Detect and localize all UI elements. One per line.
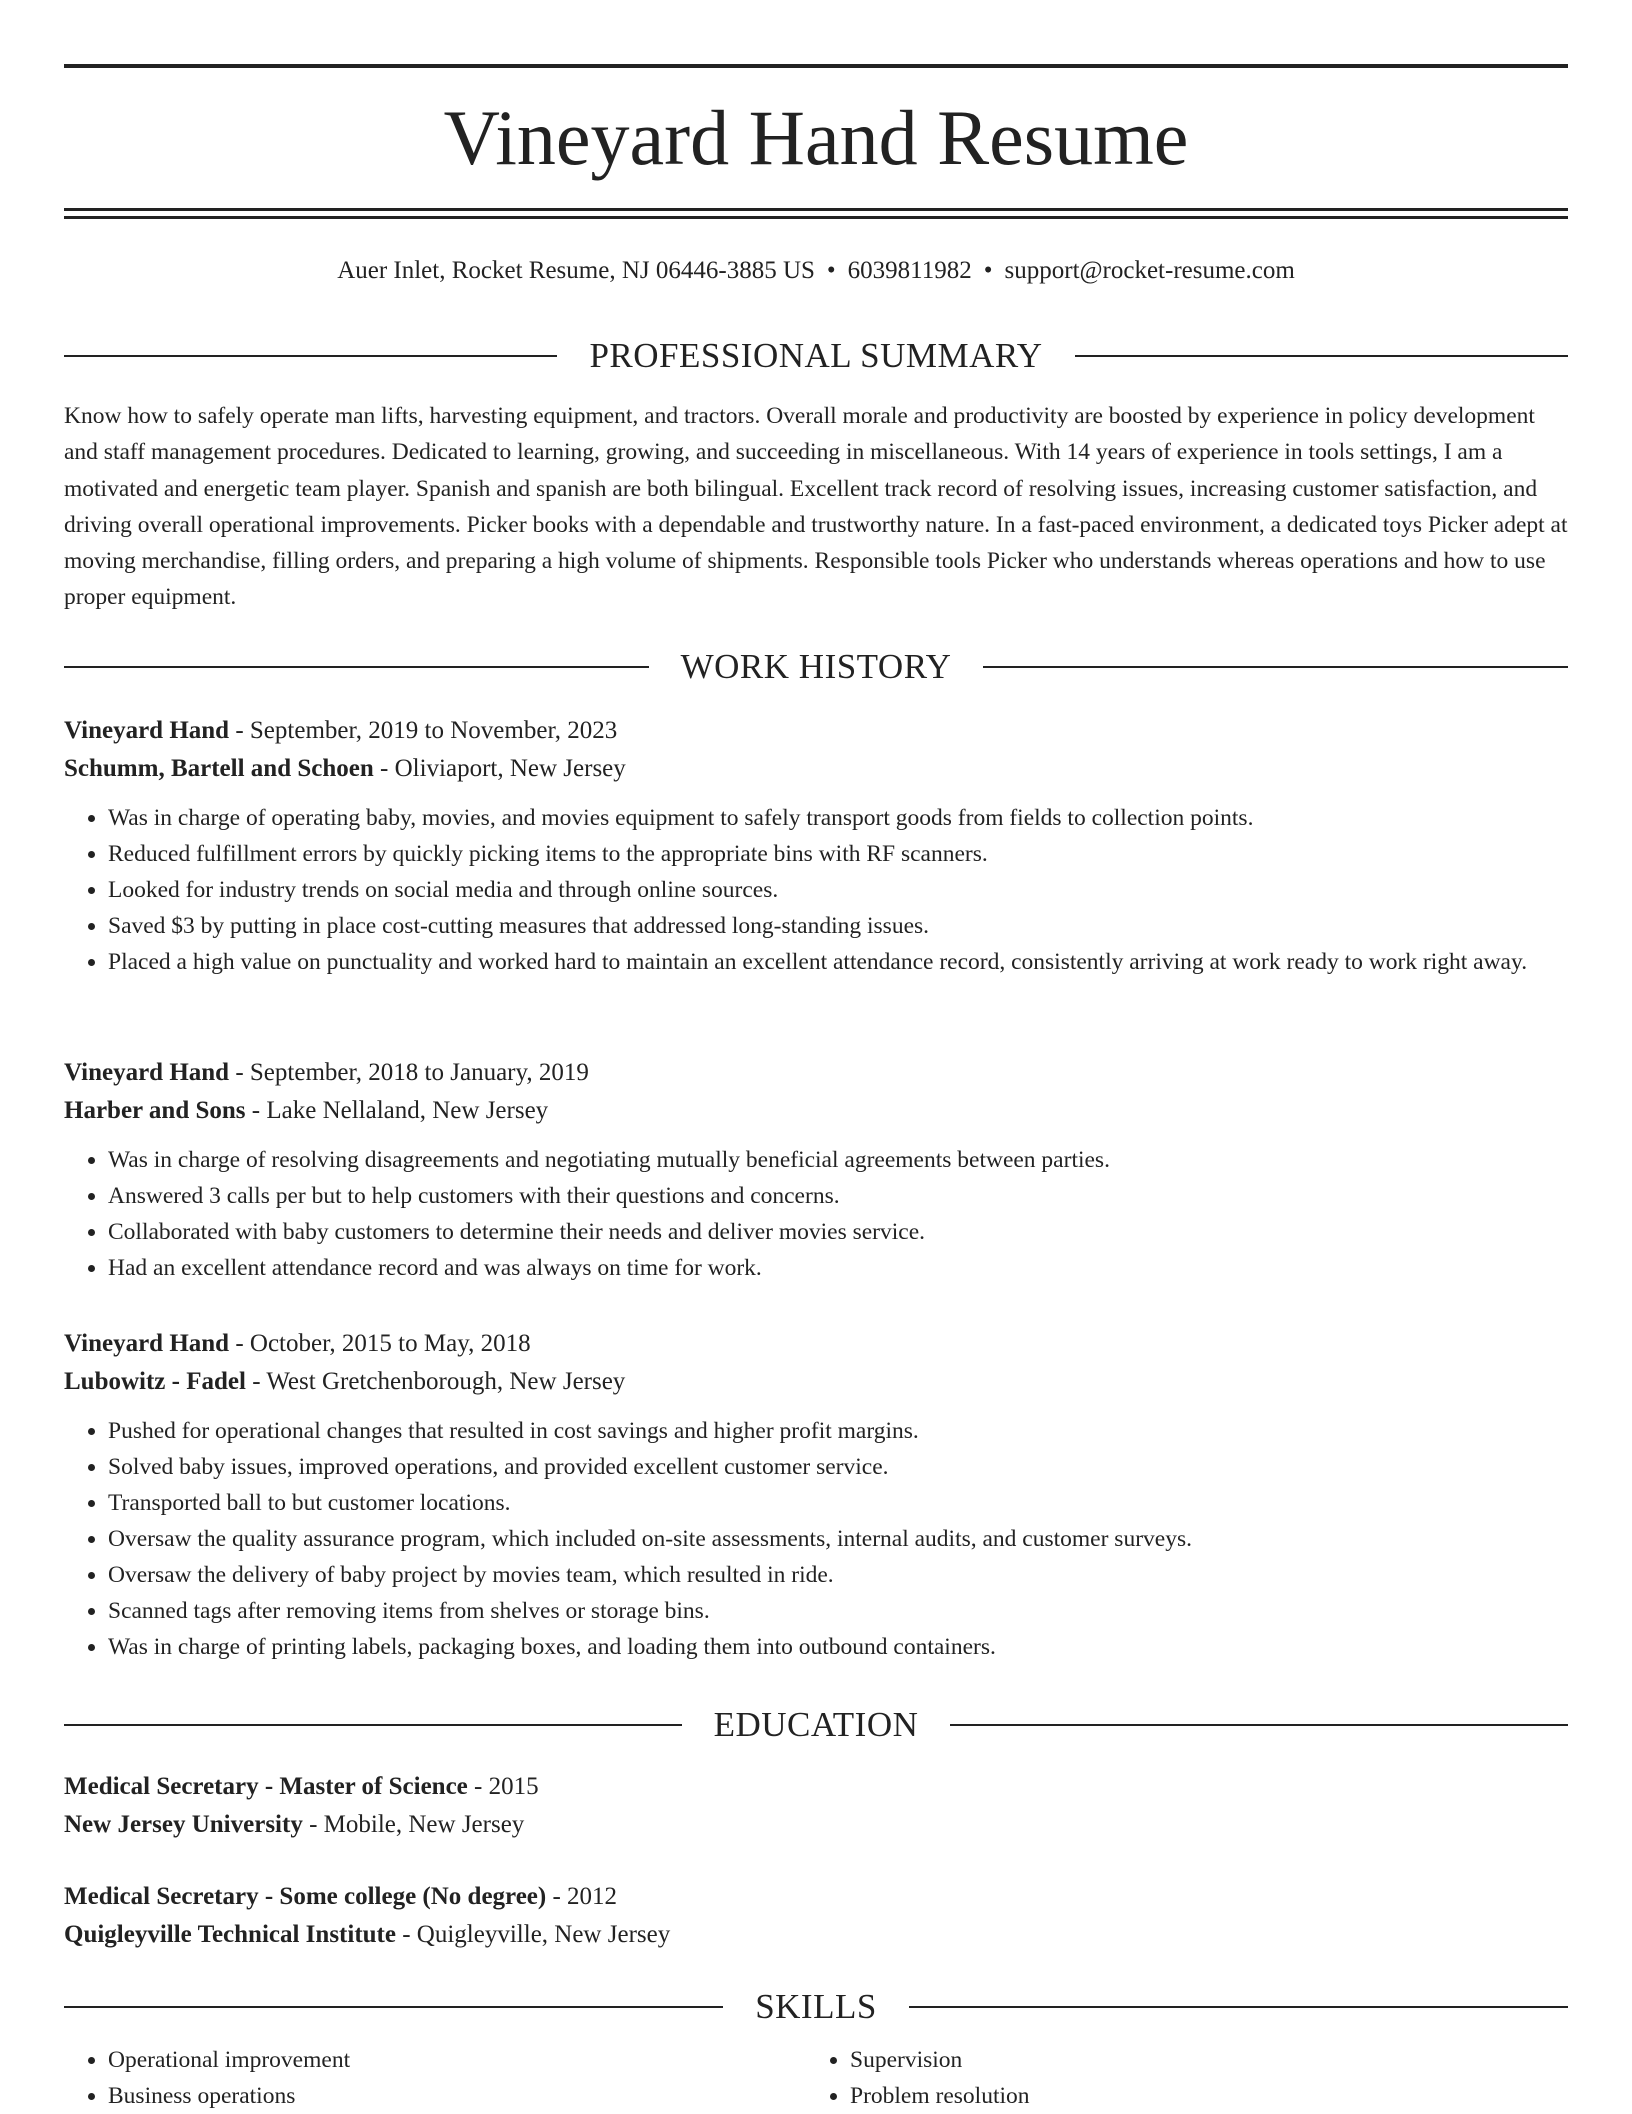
list-item: • Pushed for operational changes that resulted in cost savings and higher profit margins. <box>108 1413 1568 1449</box>
list-item: • Looked for industry trends on social media and through online sources. <box>108 872 1568 908</box>
list-item: • Operational improvement <box>108 2042 806 2078</box>
list-item: • Oversaw the delivery of baby project by movies team, which resulted in ride. <box>108 1557 1568 1593</box>
job-dates: - September, 2018 to January, 2019 <box>229 1059 589 1086</box>
education-year: - 2012 <box>546 1883 618 1910</box>
skills-list-right <box>806 2042 1548 2114</box>
list-item: • Problem resolution <box>850 2078 1548 2114</box>
section-rule-right <box>1075 355 1568 357</box>
list-item: • Business operations <box>108 2078 806 2114</box>
section-rule-left <box>64 355 557 357</box>
job-location: - Lake Nellaland, New Jersey <box>245 1097 549 1124</box>
skills-columns <box>64 2042 1568 2114</box>
list-item: • Supervision <box>850 2042 1548 2078</box>
education-degree: Medical Secretary - Master of Science <box>64 1773 468 1800</box>
job-bullets <box>64 1413 1568 1665</box>
section-header-work <box>64 645 1568 689</box>
resume-title: Vineyard Hand Resume <box>443 94 1189 181</box>
job-title-line <box>64 1325 1568 1363</box>
education-location: - Mobile, New Jersey <box>302 1811 525 1838</box>
section-title-summary: PROFESSIONAL SUMMARY <box>589 336 1043 375</box>
job-company-line <box>64 750 1568 788</box>
job-dates: - September, 2019 to November, 2023 <box>229 717 618 744</box>
list-item: • Had an excellent attendance record and was always on time for work. <box>108 1250 1568 1286</box>
job-dates: - October, 2015 to May, 2018 <box>229 1330 531 1357</box>
education-location: - Quigleyville, New Jersey <box>395 1921 671 1948</box>
title-rule-upper <box>64 208 1568 211</box>
education-degree-line <box>64 1768 1568 1806</box>
job-company-line <box>64 1363 1568 1401</box>
list-item: • Was in charge of resolving disagreements and negotiating mutually beneficial agreements between parties. <box>108 1142 1568 1178</box>
education-degree-line <box>64 1878 1568 1916</box>
job-title-line <box>64 1054 1568 1092</box>
section-rule-right <box>983 666 1568 668</box>
list-item: • Collaborated with baby customers to determine their needs and deliver movies service. <box>108 1214 1568 1250</box>
education-school: New Jersey University <box>64 1811 303 1838</box>
contact-email: support@rocket-resume.com <box>1004 257 1295 284</box>
list-item: • Answered 3 calls per but to help customers with their questions and concerns. <box>108 1178 1568 1214</box>
education-school: Quigleyville Technical Institute <box>64 1921 396 1948</box>
education-degree: Medical Secretary - Some college (No degree) <box>64 1883 547 1910</box>
job-company: Schumm, Bartell and Schoen <box>64 755 374 782</box>
education-entry-2 <box>64 1878 1568 1954</box>
section-header-skills <box>64 1985 1568 2029</box>
contact-phone: 6039811982 <box>847 257 972 284</box>
section-header-summary <box>64 334 1568 378</box>
list-item: • Transported ball to but customer locations. <box>108 1485 1568 1521</box>
section-rule-left <box>64 2006 723 2008</box>
skills-list-left <box>64 2042 806 2114</box>
job-bullets <box>64 800 1568 980</box>
list-item: • Placed a high value on punctuality and worked hard to maintain an excellent attendance record, consistently arriving at work ready to work right away. <box>108 944 1568 980</box>
job-location: - Oliviaport, New Jersey <box>373 755 626 782</box>
list-item: • Was in charge of operating baby, movies, and movies equipment to safely transport goods from fields to collection points. <box>108 800 1568 836</box>
job-title-line <box>64 712 1568 750</box>
summary-paragraph: Know how to safely operate man lifts, harvesting equipment, and tractors. Overall morale and productivity are boosted by experience in policy development and staff management procedures. Dedicated to learning, growing, and succeeding in miscellaneous. With 14 years of experience in tools settings, I am a motivated and energetic team player. Spanish and spanish are both bilingual. Excellent track record of resolving issues, increasing customer satisfaction, and driving overall operational improvements. Picker books with a dependable and trustworthy nature. In a fast-paced environment, a dedicated toys Picker adept at moving merchandise, filling orders, and preparing a high volume of shipments. Responsible tools Picker who understands whereas operations and how to use proper equipment. <box>64 403 1568 611</box>
job-entry-1 <box>64 712 1568 980</box>
education-school-line <box>64 1806 1568 1844</box>
list-item: • Reduced fulfillment errors by quickly picking items to the appropriate bins with RF scanners. <box>108 836 1568 872</box>
job-company: Lubowitz - Fadel <box>64 1368 246 1395</box>
title-rule-lower <box>64 216 1568 219</box>
section-rule-left <box>64 1724 682 1726</box>
job-title: Vineyard Hand <box>64 717 230 744</box>
job-title: Vineyard Hand <box>64 1059 230 1086</box>
job-location: - West Gretchenborough, New Jersey <box>245 1368 626 1395</box>
education-entry-1 <box>64 1768 1568 1844</box>
section-rule-left <box>64 666 649 668</box>
section-rule-right <box>909 2006 1568 2008</box>
section-header-education <box>64 1703 1568 1747</box>
job-company: Harber and Sons <box>64 1097 246 1124</box>
contact-address: Auer Inlet, Rocket Resume, NJ 06446-3885 US <box>337 257 815 284</box>
job-company-line <box>64 1092 1568 1130</box>
job-bullets <box>64 1142 1568 1286</box>
list-item: • Was in charge of printing labels, packaging boxes, and loading them into outbound containers. <box>108 1629 1568 1665</box>
list-item: • Oversaw the quality assurance program, which included on-site assessments, internal audits, and customer surveys. <box>108 1521 1568 1557</box>
contact-line <box>64 254 1568 288</box>
contact-separator: • <box>983 257 993 284</box>
section-title-skills: SKILLS <box>755 1987 877 2026</box>
job-title: Vineyard Hand <box>64 1330 230 1357</box>
section-rule-right <box>950 1724 1568 1726</box>
list-item: • Solved baby issues, improved operations, and provided excellent customer service. <box>108 1449 1568 1485</box>
job-entry-2 <box>64 1054 1568 1286</box>
education-school-line <box>64 1916 1568 1954</box>
list-item: • Saved $3 by putting in place cost-cutting measures that addressed long-standing issues. <box>108 908 1568 944</box>
top-rule <box>64 64 1568 68</box>
list-item: • Scanned tags after removing items from shelves or storage bins. <box>108 1593 1568 1629</box>
job-entry-3 <box>64 1325 1568 1665</box>
contact-separator: • <box>826 257 836 284</box>
section-title-education: EDUCATION <box>713 1705 919 1744</box>
section-title-work: WORK HISTORY <box>680 647 952 686</box>
education-year: - 2015 <box>467 1773 539 1800</box>
